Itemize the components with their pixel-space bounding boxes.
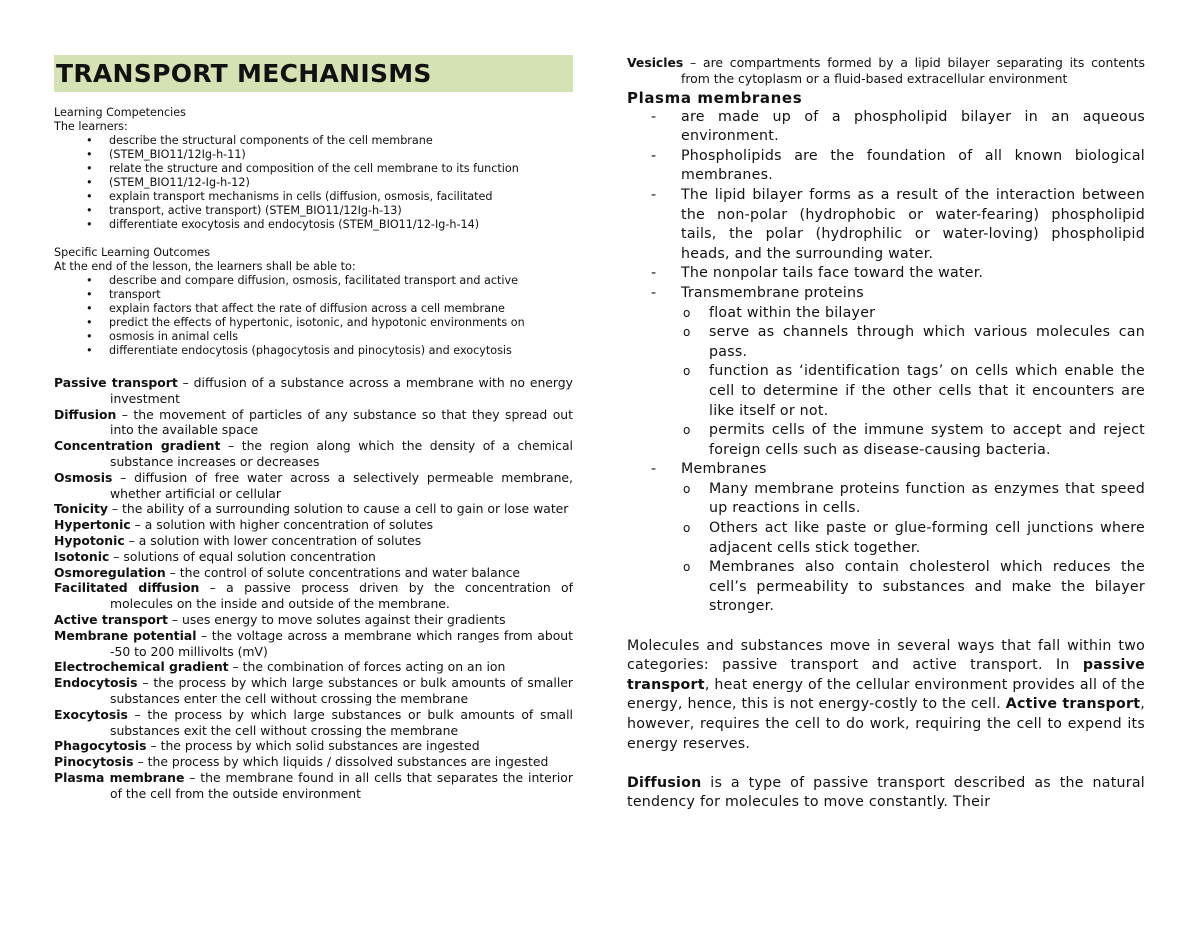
diffusion-paragraph	[627, 774, 1145, 813]
definition-item	[54, 659, 573, 675]
sub-marker: o	[683, 481, 691, 496]
definition-text: – the region along which the density of a chemical substance increases or decreases	[110, 438, 573, 469]
sub-item-text: Others act like paste or glue-forming cell junctions where adjacent cells stick together.	[709, 520, 1145, 556]
dash-marker: -	[651, 108, 657, 125]
definition-term: Endocytosis	[54, 675, 138, 691]
definition-term: Diffusion	[54, 406, 117, 422]
definition-item	[54, 438, 573, 470]
dash-marker: -	[651, 461, 657, 478]
definition-item	[54, 517, 573, 533]
definition-item	[54, 549, 573, 565]
sub-marker: o	[683, 521, 691, 536]
sub-item	[627, 558, 1145, 617]
definition-text: – are compartments formed by a lipid bilayer separating its contents from the cytoplasm or a fluid-based extracellular environment	[681, 55, 1145, 86]
dash-item	[627, 284, 1145, 304]
bullet-item: • explain factors that affect the rate of diffusion across a cell membrane	[54, 302, 573, 316]
definition-term: Phagocytosis	[54, 738, 147, 754]
dash-item-text: are made up of a phospholipid bilayer in an aqueous environment.	[681, 108, 1145, 145]
bullet-item: • transport	[54, 288, 573, 302]
definition-term: Pinocytosis	[54, 754, 134, 770]
sub-item	[627, 323, 1145, 362]
definition-text: – the movement of particles of any substance so that they spread out into the available space	[110, 406, 573, 438]
page-title: TRANSPORT MECHANISMS	[54, 55, 573, 92]
definition-term: Vesicles	[627, 55, 684, 70]
paragraph-text: , however, requires the cell to do work, requiring the cell to expend its energy reserves.	[627, 696, 1145, 752]
definition-vesicles	[627, 55, 1145, 87]
definition-term: Concentration gradient	[54, 438, 221, 454]
bullet-item: • differentiate endocytosis (phagocytosis and pinocytosis) and exocytosis	[54, 344, 573, 358]
definition-item	[54, 612, 573, 628]
dash-item-text: Phospholipids are the foundation of all known biological membranes.	[681, 147, 1145, 184]
definition-text: – a passive process driven by the concentration of molecules on the inside and outside of the membrane.	[110, 580, 573, 612]
dash-item-text: Transmembrane proteins	[681, 284, 864, 301]
sub-marker: o	[683, 325, 691, 340]
left-column	[54, 0, 573, 802]
bullet-item: • explain transport mechanisms in cells (diffusion, osmosis, facilitated	[54, 190, 573, 204]
dash-marker: -	[651, 284, 657, 301]
definition-term: Isotonic	[54, 548, 110, 564]
dash-marker: -	[651, 147, 657, 164]
outcomes-intro: At the end of the lesson, the learners shall be able to:	[54, 260, 356, 273]
definition-text: – the combination of forces acting on an ion	[228, 659, 506, 675]
plasma-membranes-list	[627, 108, 1145, 617]
bullet-item: • (STEM_BIO11/12-Ig-h-12)	[54, 176, 573, 190]
bullet-item: • differentiate exocytosis and endocytosis (STEM_BIO11/12-Ig-h-14)	[54, 218, 573, 232]
definition-text: – the process by which liquids / dissolved substances are ingested	[133, 754, 549, 770]
learning-competencies	[54, 106, 573, 358]
sub-marker: o	[683, 305, 691, 320]
outcomes-list	[54, 274, 573, 358]
definition-text: – the voltage across a membrane which ranges from about -50 to 200 millivolts (mV)	[110, 627, 573, 659]
sub-item-text: permits cells of the immune system to accept and reject foreign cells such as disease-causing bacteria.	[709, 422, 1145, 458]
definition-item	[54, 675, 573, 707]
bullet-item: • osmosis in animal cells	[54, 330, 573, 344]
sub-item-text: function as ‘identification tags’ on cells which enable the cell to determine if the other cells that it encounters are like itself or not.	[709, 363, 1145, 419]
definition-item	[54, 738, 573, 754]
paragraph-text: Molecules and substances move in several ways that fall within two categories: passive transport and active transport. In	[627, 637, 1145, 674]
sub-item-text: float within the bilayer	[709, 304, 876, 321]
bullet-item: • predict the effects of hypertonic, isotonic, and hypotonic environments on	[54, 316, 573, 330]
definition-term: Hypotonic	[54, 532, 125, 548]
sub-marker: o	[683, 423, 691, 438]
dash-item-text: Membranes	[681, 461, 767, 478]
definition-text: – the process by which large substances or bulk amounts of small substances exit the cell without crossing the membrane	[110, 706, 573, 738]
definition-item	[54, 375, 573, 407]
plasma-membranes-heading: Plasma membranes	[627, 88, 803, 107]
definition-text: – the process by which large substances or bulk amounts of smaller substances enter the cell without crossing the membrane	[110, 675, 573, 706]
dash-item	[627, 108, 1145, 147]
definition-text: – a solution with higher concentration of solutes	[130, 517, 434, 533]
competencies-heading: Learning Competencies	[54, 106, 186, 119]
bullet-item: • describe the structural components of the cell membrane	[54, 134, 573, 148]
outcomes-heading: Specific Learning Outcomes	[54, 246, 211, 259]
definition-term: Osmosis	[54, 469, 113, 485]
sub-item	[627, 519, 1145, 558]
definition-item	[54, 533, 573, 549]
bullet-item: • (STEM_BIO11/12Ig-h-11)	[54, 148, 573, 162]
definition-term: Plasma membrane	[54, 769, 185, 785]
competencies-intro: The learners:	[54, 120, 128, 133]
definition-text: – the ability of a surrounding solution to cause a cell to gain or lose water	[107, 501, 569, 517]
dash-marker: -	[651, 186, 657, 203]
definitions-list	[54, 375, 573, 802]
definition-item	[54, 770, 573, 802]
dash-item-text: The nonpolar tails face toward the water.	[681, 265, 984, 282]
definition-term: Active transport	[54, 611, 168, 627]
bold-term: Diffusion	[627, 774, 702, 791]
sub-marker: o	[683, 364, 691, 379]
dash-marker: -	[651, 265, 657, 282]
sub-item-text: Many membrane proteins function as enzymes that speed up reactions in cells.	[709, 480, 1145, 517]
dash-item	[627, 186, 1145, 264]
bullet-item: • describe and compare diffusion, osmosis, facilitated transport and active	[54, 274, 573, 288]
sub-item-text: Membranes also contain cholesterol which reduces the cell’s permeability to substances and make the bilayer stronger.	[709, 559, 1145, 615]
definition-term: Tonicity	[54, 501, 108, 517]
definition-term: Facilitated diffusion	[54, 580, 200, 596]
sub-item	[627, 362, 1145, 421]
sub-item-text: serve as channels through which various molecules can pass.	[709, 324, 1145, 360]
competencies-list	[54, 134, 573, 232]
definition-text: – the membrane found in all cells that separates the interior of the cell from the outside environment	[110, 769, 573, 801]
sub-item	[627, 480, 1145, 519]
paragraph-text: , heat energy of the cellular environment provides all of the energy, hence, this is not energy-costly to the cell.	[627, 676, 1145, 713]
definition-item	[54, 501, 573, 517]
dash-item	[627, 460, 1145, 480]
definition-text: – diffusion of free water across a selectively permeable membrane, whether artificial or cellular	[110, 469, 573, 501]
definition-item	[54, 407, 573, 439]
sub-marker: o	[683, 560, 691, 575]
definition-item	[54, 628, 573, 660]
sub-item	[627, 421, 1145, 460]
definition-text: – diffusion of a substance across a membrane with no energy investment	[110, 375, 573, 406]
right-column	[627, 0, 1145, 813]
definition-item	[54, 707, 573, 739]
definition-text: – uses energy to move solutes against their gradients	[167, 611, 506, 627]
definition-item	[54, 565, 573, 581]
definition-item	[54, 580, 573, 612]
transport-paragraph	[627, 637, 1145, 755]
definition-text: – solutions of equal solution concentration	[109, 548, 376, 564]
definition-term: Passive transport	[54, 375, 178, 390]
definition-term: Electrochemical gradient	[54, 659, 229, 675]
definition-item	[54, 754, 573, 770]
dash-item-text: The lipid bilayer forms as a result of the interaction between the non-polar (hydrophobic or water-fearing) phospholipid tails, the polar (hydrophilic or water-loving) phospholipid heads, and the surrounding water.	[681, 186, 1145, 262]
bullet-item: • relate the structure and composition of the cell membrane to its function	[54, 162, 573, 176]
definition-term: Hypertonic	[54, 517, 131, 533]
dash-item	[627, 147, 1145, 186]
definition-term: Osmoregulation	[54, 564, 166, 580]
definition-term: Exocytosis	[54, 706, 128, 722]
definition-text: – a solution with lower concentration of solutes	[124, 532, 422, 548]
paragraph-text: is a type of passive transport described as the natural tendency for molecules to move constantly. Their	[627, 774, 1145, 811]
sub-item	[627, 304, 1145, 324]
bullet-item: • transport, active transport) (STEM_BIO11/12Ig-h-13)	[54, 204, 573, 218]
definition-item	[54, 470, 573, 502]
definition-text: – the process by which solid substances are ingested	[146, 738, 480, 754]
definition-term: Membrane potential	[54, 627, 197, 643]
definition-text: – the control of solute concentrations and water balance	[165, 564, 521, 580]
dash-item	[627, 264, 1145, 284]
bold-term: passive transport	[627, 657, 1145, 693]
bold-term: Active transport	[1005, 696, 1141, 713]
